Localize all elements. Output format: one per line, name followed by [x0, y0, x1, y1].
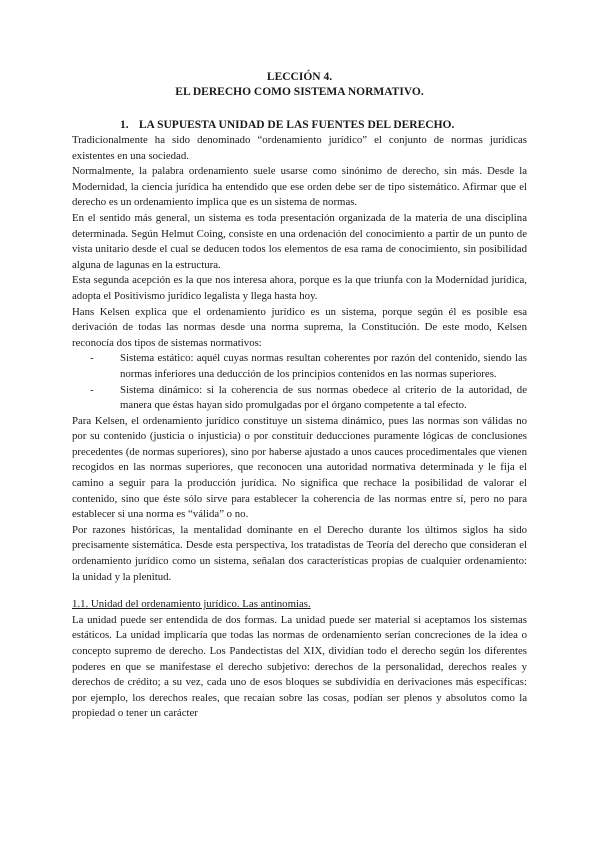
system-types-list	[72, 351, 527, 413]
lesson-title: EL DERECHO COMO SISTEMA NORMATIVO.	[175, 86, 424, 98]
paragraph: Hans Kelsen explica que el ordenamiento jurídico es un sistema, porque según él es posible esa derivación de todas las normas desde una norma suprema, la Constitución. De este modo, Kelsen reconocía dos tipos de sistemas normativos:	[72, 305, 527, 349]
subsection-heading: 1.1. Unidad del ordenamiento jurídico. Las antinomias.	[72, 598, 311, 611]
section-title: LA SUPUESTA UNIDAD DE LAS FUENTES DEL DERECHO.	[138, 119, 455, 131]
section-heading	[120, 118, 527, 133]
list-item-text: Sistema estático: aquél cuyas normas resultan coherentes por razón del contenido, siendo las normas inferiores una deducción de los principios contenidos en las normas superiores.	[120, 352, 527, 380]
list-item	[72, 383, 527, 414]
bullet-dash: -	[90, 352, 94, 365]
paragraph: En el sentido más general, un sistema es toda presentación organizada de la materia de una disciplina determinada. Según Helmut Coing, consiste en una ordenación del conocimiento a partir de un punto de vista unitario desde el cual se deducen todos los elementos de esa rama de conocimiento, sin posibilidad alguna de lagunas en la estructura.	[72, 211, 527, 271]
lesson-number: LECCIÓN 4.	[266, 71, 333, 83]
list-item-text: Sistema dinámico: si la coherencia de sus normas obedece al criterio de la autoridad, de manera que éstas hayan sido promulgadas por el órgano competente a tal efecto.	[120, 383, 527, 412]
paragraph: Tradicionalmente ha sido denominado “ordenamiento jurídico” el conjunto de normas jurídicas existentes en una sociedad.	[72, 134, 527, 162]
paragraph: Esta segunda acepción es la que nos interesa ahora, porque es la que triunfa con la Modernidad jurídica, adopta el Positivismo jurídico legalista y llega hasta hoy.	[72, 274, 527, 302]
paragraph: Para Kelsen, el ordenamiento jurídico constituye un sistema dinámico, pues las normas son válidas no por su contenido (justicia o injusticia) o por constituir deducciones puramente lógicas de conclusiones precedentes (de normas superiores), sino por haberse ajustado a unos cauces procedimentales que vienen recogidos en las normas superiores, que reconocen una autoridad normativa determinada y le fija el camino a seguir para la producción jurídica. No significa que rechace la posibilidad de valorar el contenido, sino que éste sólo sirve para establecer la coherencia de las normas entre sí, pero no para establecer si una norma es “válida” o no.	[72, 414, 527, 521]
paragraph: Normalmente, la palabra ordenamiento suele usarse como sinónimo de derecho, sin más. Desde la Modernidad, la ciencia jurídica ha entendido que ese orden debe ser de tipo sistemático. Afirmar que el derecho es un ordenamiento implica que es un sistema de normas.	[72, 165, 527, 209]
section-number: 1.	[120, 119, 129, 131]
document-body	[72, 70, 527, 722]
bullet-dash: -	[90, 383, 94, 396]
paragraph: La unidad puede ser entendida de dos formas. La unidad puede ser material si aceptamos los sistemas estáticos. La unidad implicaría que todas las normas de ordenamiento serían concreciones de la idea o concepto supremo de derecho. Los Pandectistas del XIX, dividían todo el derecho según los diferentes poderes en que se manifestase el derecho subjetivo: derechos de la personalidad, derechos reales y derechos de crédito; a su vez, cada uno de esos bloques se subdividía en derivaciones más específicas: por ejemplo, los derechos reales, que recaían sobre las cosas, podían ser plenos y absolutos como la propiedad o tener un carácter	[72, 613, 527, 720]
paragraph: Por razones históricas, la mentalidad dominante en el Derecho durante los últimos siglos ha sido precisamente sistemática. Desde esta perspectiva, los tratadistas de Teoría del derecho que consideran el ordenamiento jurídico como un sistema, señalan dos características propias de cualquier ordenamiento: la unidad y la plenitud.	[72, 523, 527, 583]
list-item	[72, 351, 527, 382]
